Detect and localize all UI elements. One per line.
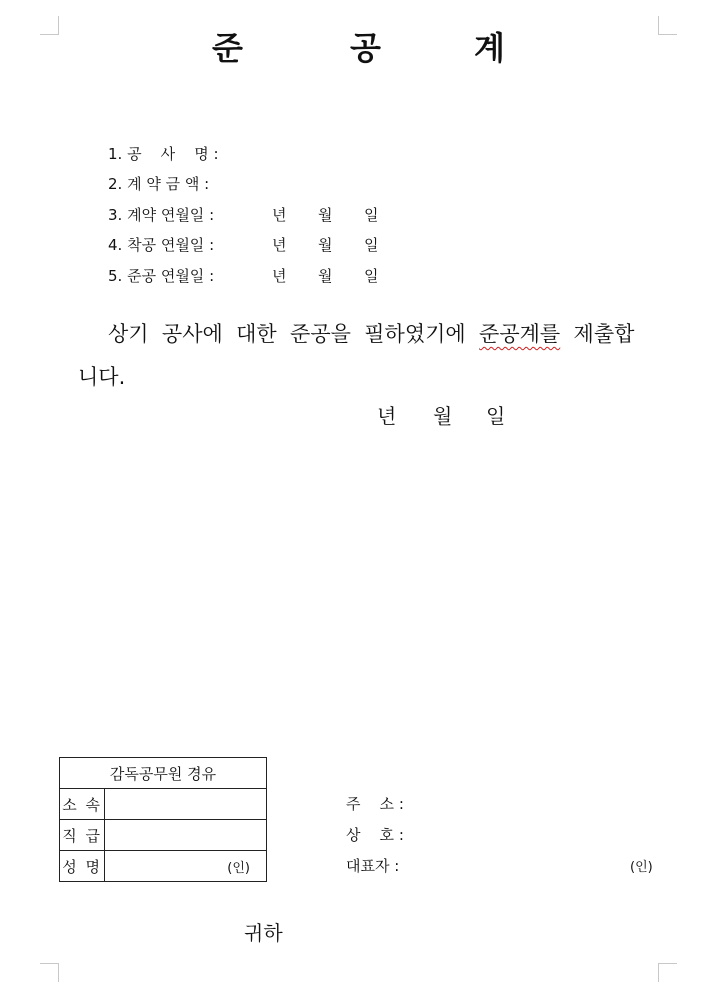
contractor-address-label: 주 소 : bbox=[346, 795, 404, 813]
month-label: 월 bbox=[318, 267, 333, 285]
statement-line-1 bbox=[108, 320, 634, 348]
contractor-seal-mark: (인) bbox=[630, 860, 653, 875]
item-label: 1. 공 사 명 : bbox=[108, 145, 219, 163]
crop-mark-top-left bbox=[40, 16, 59, 35]
statement-text-end: 제출합 bbox=[560, 322, 635, 346]
date-month: 월 bbox=[433, 404, 453, 428]
day-label: 일 bbox=[364, 206, 379, 224]
statement-line-2: 니다. bbox=[78, 365, 126, 389]
statement-text: 상기 공사에 대한 준공을 필하였기에 bbox=[108, 322, 480, 346]
item-contract-date bbox=[108, 205, 408, 225]
item-label: 3. 계약 연월일 : bbox=[108, 206, 215, 224]
item-start-date bbox=[108, 235, 408, 255]
month-label: 월 bbox=[318, 206, 333, 224]
date-year: 년 bbox=[377, 404, 397, 428]
contractor-company-label: 상 호 : bbox=[346, 826, 404, 844]
year-label: 년 bbox=[272, 236, 287, 254]
title-char-3: 계 bbox=[474, 29, 505, 67]
table-row bbox=[60, 820, 267, 851]
day-label: 일 bbox=[364, 267, 379, 285]
crop-mark-bottom-right bbox=[658, 963, 677, 982]
item-project-name bbox=[108, 144, 408, 164]
addressee-suffix: 귀하 bbox=[244, 921, 283, 945]
item-label: 5. 준공 연월일 : bbox=[108, 267, 215, 285]
supervisor-seal-mark: (인) bbox=[227, 861, 250, 876]
year-label: 년 bbox=[272, 267, 287, 285]
name-label: 성 명 bbox=[60, 851, 105, 882]
item-contract-amount bbox=[108, 174, 408, 194]
affiliation-label: 소 속 bbox=[60, 789, 105, 820]
table-row bbox=[60, 851, 267, 882]
name-field[interactable] bbox=[105, 851, 267, 882]
title-char-1: 준 bbox=[212, 29, 243, 67]
item-label: 2. 계 약 금 액 : bbox=[108, 175, 210, 193]
month-label: 월 bbox=[318, 236, 333, 254]
supervisor-table bbox=[59, 757, 267, 882]
item-label: 4. 착공 연월일 : bbox=[108, 236, 215, 254]
rank-label: 직 급 bbox=[60, 820, 105, 851]
affiliation-field[interactable] bbox=[105, 789, 267, 820]
crop-mark-top-right bbox=[658, 16, 677, 35]
day-label: 일 bbox=[364, 236, 379, 254]
date-day: 일 bbox=[486, 404, 506, 428]
year-label: 년 bbox=[272, 206, 287, 224]
title-char-2: 공 bbox=[350, 29, 381, 67]
item-completion-date bbox=[108, 266, 408, 286]
contractor-representative-label: 대표자 : bbox=[346, 857, 400, 875]
supervisor-table-header: 감독공무원 경유 bbox=[60, 758, 267, 789]
statement-spellcheck-word: 준공계를 bbox=[479, 322, 561, 346]
table-row bbox=[60, 789, 267, 820]
crop-mark-bottom-left bbox=[40, 963, 59, 982]
rank-field[interactable] bbox=[105, 820, 267, 851]
